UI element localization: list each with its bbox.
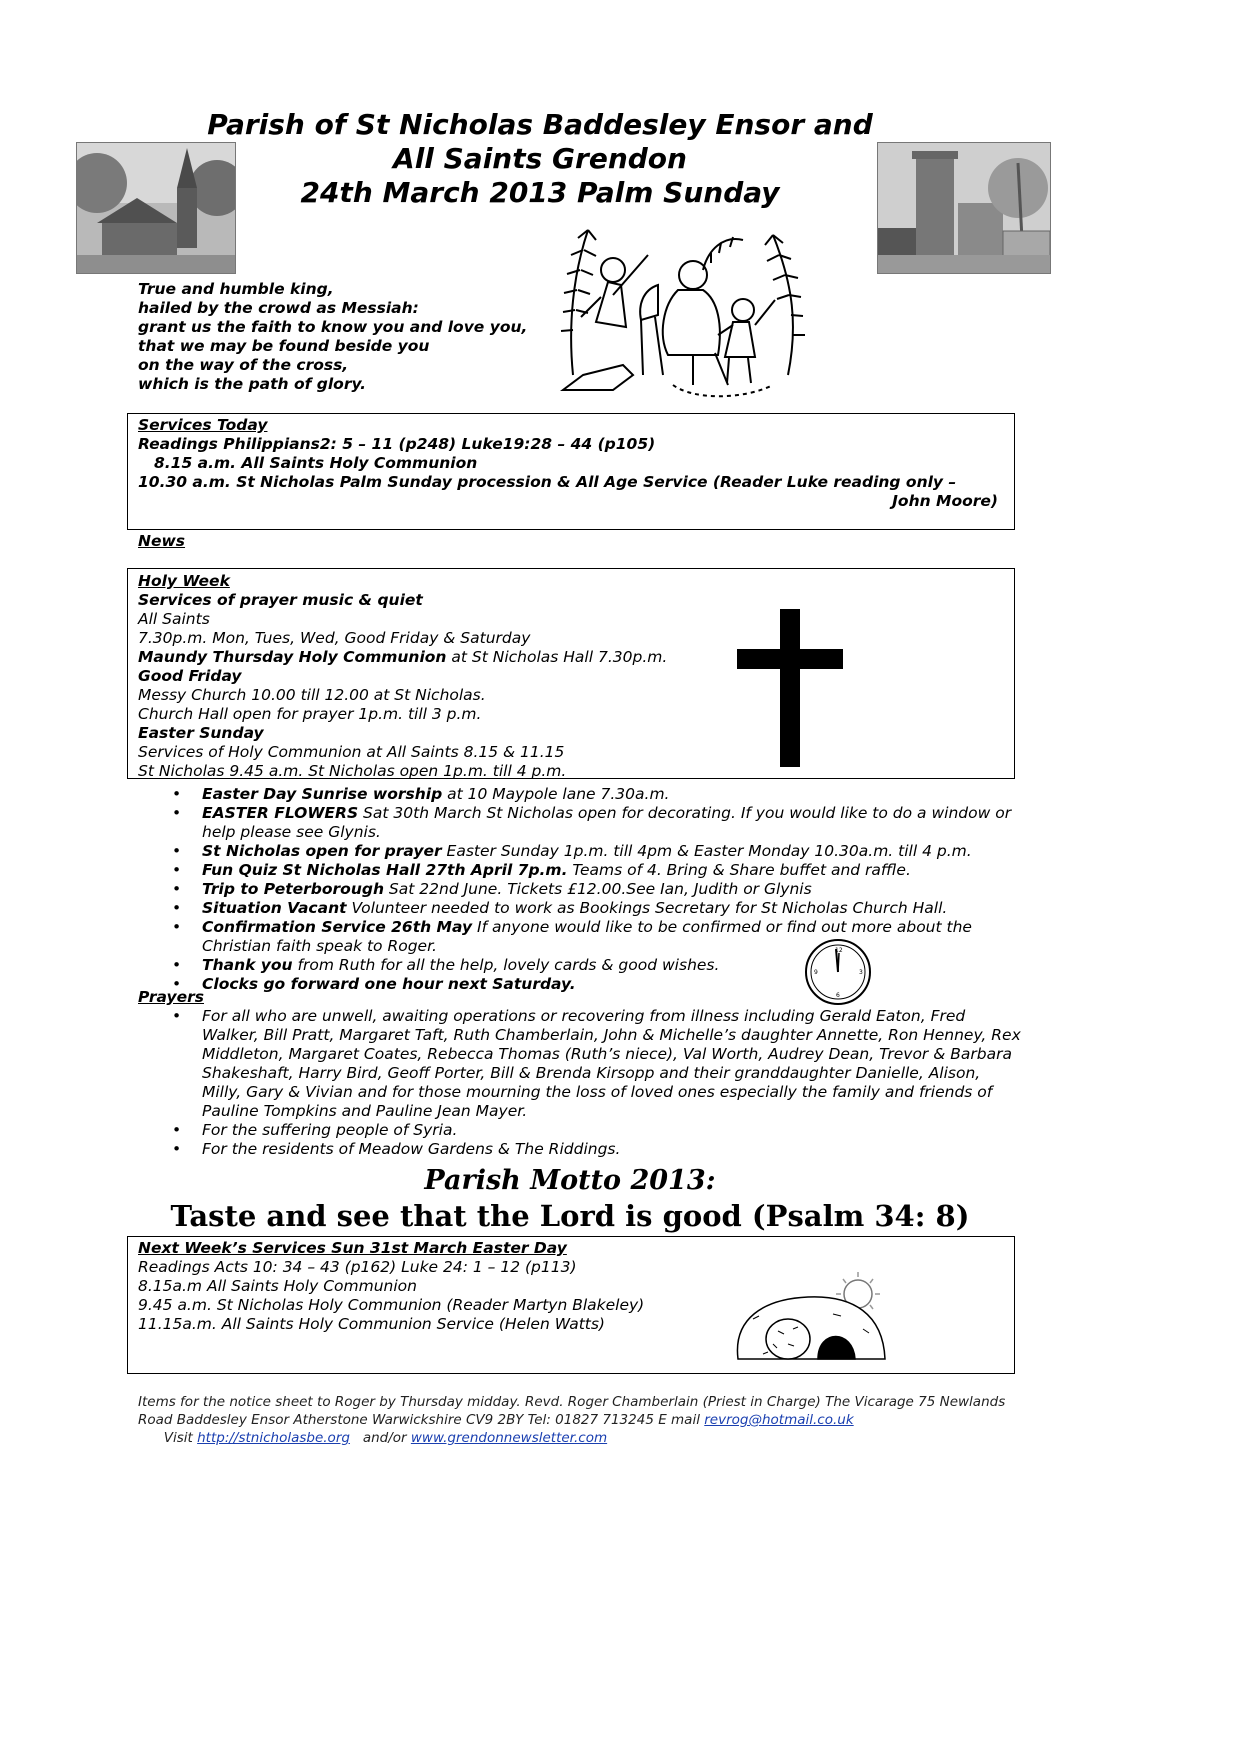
next-week-line: Readings Acts 10: 34 – 43 (p162) Luke 24: 1 – 12 (p113) <box>138 1258 577 1276</box>
footer-visit: Visit <box>138 1430 198 1446</box>
list-item <box>172 899 1032 918</box>
services-today-line1: 8.15 a.m. All Saints Holy Communion <box>154 454 478 472</box>
collect-line: hailed by the crowd as Messiah: <box>138 299 419 317</box>
next-week-line: 11.15a.m. All Saints Holy Communion Service (Helen Watts) <box>138 1315 605 1333</box>
maundy-bold: Maundy Thursday Holy Communion <box>138 648 447 666</box>
services-today-line3: John Moore) <box>892 492 998 510</box>
good-friday-line: Church Hall open for prayer 1p.m. till 3 p.m. <box>138 705 482 723</box>
services-today-heading: Services Today <box>138 416 268 434</box>
clock-icon <box>803 937 873 1007</box>
good-friday-heading: Good Friday <box>138 667 242 685</box>
services-today-line2: 10.30 a.m. St Nicholas Palm Sunday procession & All Age Service (Reader Luke reading only – <box>138 473 957 491</box>
item-text: Volunteer needed to work as Bookings Secretary for St Nicholas Church Hall. <box>346 899 948 917</box>
list-item: • For the suffering people of Syria. <box>172 1121 1022 1140</box>
svg-text:3: 3 <box>859 969 863 976</box>
list-item <box>172 975 1032 994</box>
item-bold: Easter Day Sunrise worship <box>202 785 443 803</box>
title-line-1: Parish of St Nicholas Baddesley Ensor and <box>207 108 873 141</box>
list-item <box>172 880 1032 899</box>
list-item <box>172 956 1032 975</box>
item-bold: Fun Quiz St Nicholas Hall 27th April 7p.m. <box>202 861 568 879</box>
footer-text: Items for the notice sheet to Roger by Thursday midday. Revd. Roger Chamberlain (Priest in Charge) The Vicarage 75 Newlands Road Baddesley Ensor Atherstone Warwickshire CV9 2BY Tel: 01827 713245 E mail <box>138 1394 1006 1428</box>
item-bold: Thank you <box>202 956 293 974</box>
next-week-heading: Next Week’s Services Sun 31st March Easter Day <box>138 1239 567 1257</box>
list-item <box>172 804 1032 842</box>
item-text: Sat 22nd June. Tickets £12.00.See Ian, Judith or Glynis <box>384 880 812 898</box>
maundy-thursday-line <box>138 648 667 667</box>
good-friday-line: Messy Church 10.00 till 12.00 at St Nicholas. <box>138 686 486 704</box>
page-title <box>150 108 930 210</box>
all-saints-church-photo <box>877 142 1051 274</box>
easter-sunday-heading: Easter Sunday <box>138 724 264 742</box>
item-bold: St Nicholas open for prayer <box>202 842 442 860</box>
easter-sunday-line: St Nicholas 9.45 a.m. St Nicholas open 1p.m. till 4 p.m. <box>138 762 567 780</box>
title-line-2: All Saints Grendon <box>393 142 687 175</box>
item-bold: Confirmation Service 26th May <box>202 918 473 936</box>
item-bold: Trip to Peterborough <box>202 880 384 898</box>
website-link-stnicholas[interactable]: http://stnicholasbe.org <box>197 1430 350 1446</box>
title-line-3: 24th March 2013 Palm Sunday <box>300 176 780 209</box>
website-link-grendon[interactable]: www.grendonnewsletter.com <box>410 1430 608 1446</box>
services-today-box <box>127 413 1015 530</box>
holy-week-line: 7.30p.m. Mon, Tues, Wed, Good Friday & Saturday <box>138 629 531 647</box>
item-text: If anyone would like to be confirmed or find out more about the Christian faith speak to Roger. <box>202 918 972 955</box>
holy-week-sub: Services of prayer music & quiet <box>138 591 423 609</box>
palm-sunday-illustration <box>543 225 828 400</box>
item-text: Easter Sunday 1p.m. till 4pm & Easter Monday 10.30a.m. till 4 p.m. <box>441 842 972 860</box>
parish-motto-text: Taste and see that the Lord is good (Psalm 34: 8) <box>170 1199 970 1233</box>
item-text: Teams of 4. Bring & Share buffet and raffle. <box>567 861 911 879</box>
next-week-box <box>127 1236 1015 1374</box>
collect-line: grant us the faith to know you and love you, <box>138 318 528 336</box>
collect-line: which is the path of glory. <box>138 375 367 393</box>
svg-text:6: 6 <box>836 992 840 999</box>
news-heading: News <box>138 532 186 550</box>
collect-line: that we may be found beside you <box>138 337 430 355</box>
news-list <box>172 785 1032 994</box>
item-text: from Ruth for all the help, lovely cards & good wishes. <box>292 956 720 974</box>
item-bold: Clocks go forward one hour next Saturday. <box>202 975 576 993</box>
item-text: at 10 Maypole lane 7.30a.m. <box>442 785 670 803</box>
holy-week-line: All Saints <box>138 610 210 628</box>
holy-week-box <box>127 568 1015 779</box>
easter-sunday-line: Services of Holy Communion at All Saints 8.15 & 11.15 <box>138 743 565 761</box>
list-item: • For the residents of Meadow Gardens & The Riddings. <box>172 1140 1022 1159</box>
item-bold: EASTER FLOWERS <box>202 804 359 822</box>
collect-line: on the way of the cross, <box>138 356 349 374</box>
footer-and: and/or <box>349 1430 411 1446</box>
holy-week-heading: Holy Week <box>138 572 230 590</box>
list-item <box>172 861 1032 880</box>
item-bold: Situation Vacant <box>202 899 347 917</box>
list-item <box>172 842 1032 861</box>
maundy-rest: at St Nicholas Hall 7.30p.m. <box>446 648 668 666</box>
email-link[interactable]: revrog@hotmail.co.uk <box>704 1412 854 1428</box>
empty-tomb-icon <box>733 1269 893 1369</box>
prayers-list <box>172 1007 1022 1159</box>
list-item: • For all who are unwell, awaiting operations or recovering from illness including Gerald Eaton, Fred Walker, Bill Pratt, Margaret Taft, Ruth Chamberlain, John & Michelle’s daughter Annette, Ron Henney, Rex Middleton, Margaret Coates, Rebecca Thomas (Ruth’s niece), Val Worth, Audrey Dean, Trevor & Barbara Shakeshaft, Harry Bird, Geoff Porter, Bill & Brenda Kirsopp and their granddaughter Danielle, Alison, Milly, Gary & Vivian and for those mourning the loss of loved ones especially the family and friends of Pauline Tompkins and Pauline Jean Mayer. <box>172 1007 1022 1121</box>
collect-line: True and humble king, <box>138 280 334 298</box>
svg-text:12: 12 <box>835 947 843 954</box>
item-text: Sat 30th March St Nicholas open for decorating. If you would like to do a window or help please see Glynis. <box>202 804 1012 841</box>
cross-icon <box>737 609 843 767</box>
svg-text:9: 9 <box>814 969 818 976</box>
services-today-readings: Readings Philippians2: 5 – 11 (p248) Luke19:28 – 44 (p105) <box>138 435 656 453</box>
list-item <box>172 785 1032 804</box>
st-nicholas-church-photo <box>76 142 236 274</box>
next-week-line: 8.15a.m All Saints Holy Communion <box>138 1277 417 1295</box>
next-week-line: 9.45 a.m. St Nicholas Holy Communion (Reader Martyn Blakeley) <box>138 1296 645 1314</box>
list-item <box>172 918 1032 956</box>
prayers-heading: Prayers <box>138 988 204 1006</box>
collect-prayer <box>138 280 527 394</box>
parish-motto-heading: Parish Motto 2013: <box>424 1165 716 1196</box>
footer-notice <box>138 1393 1038 1447</box>
